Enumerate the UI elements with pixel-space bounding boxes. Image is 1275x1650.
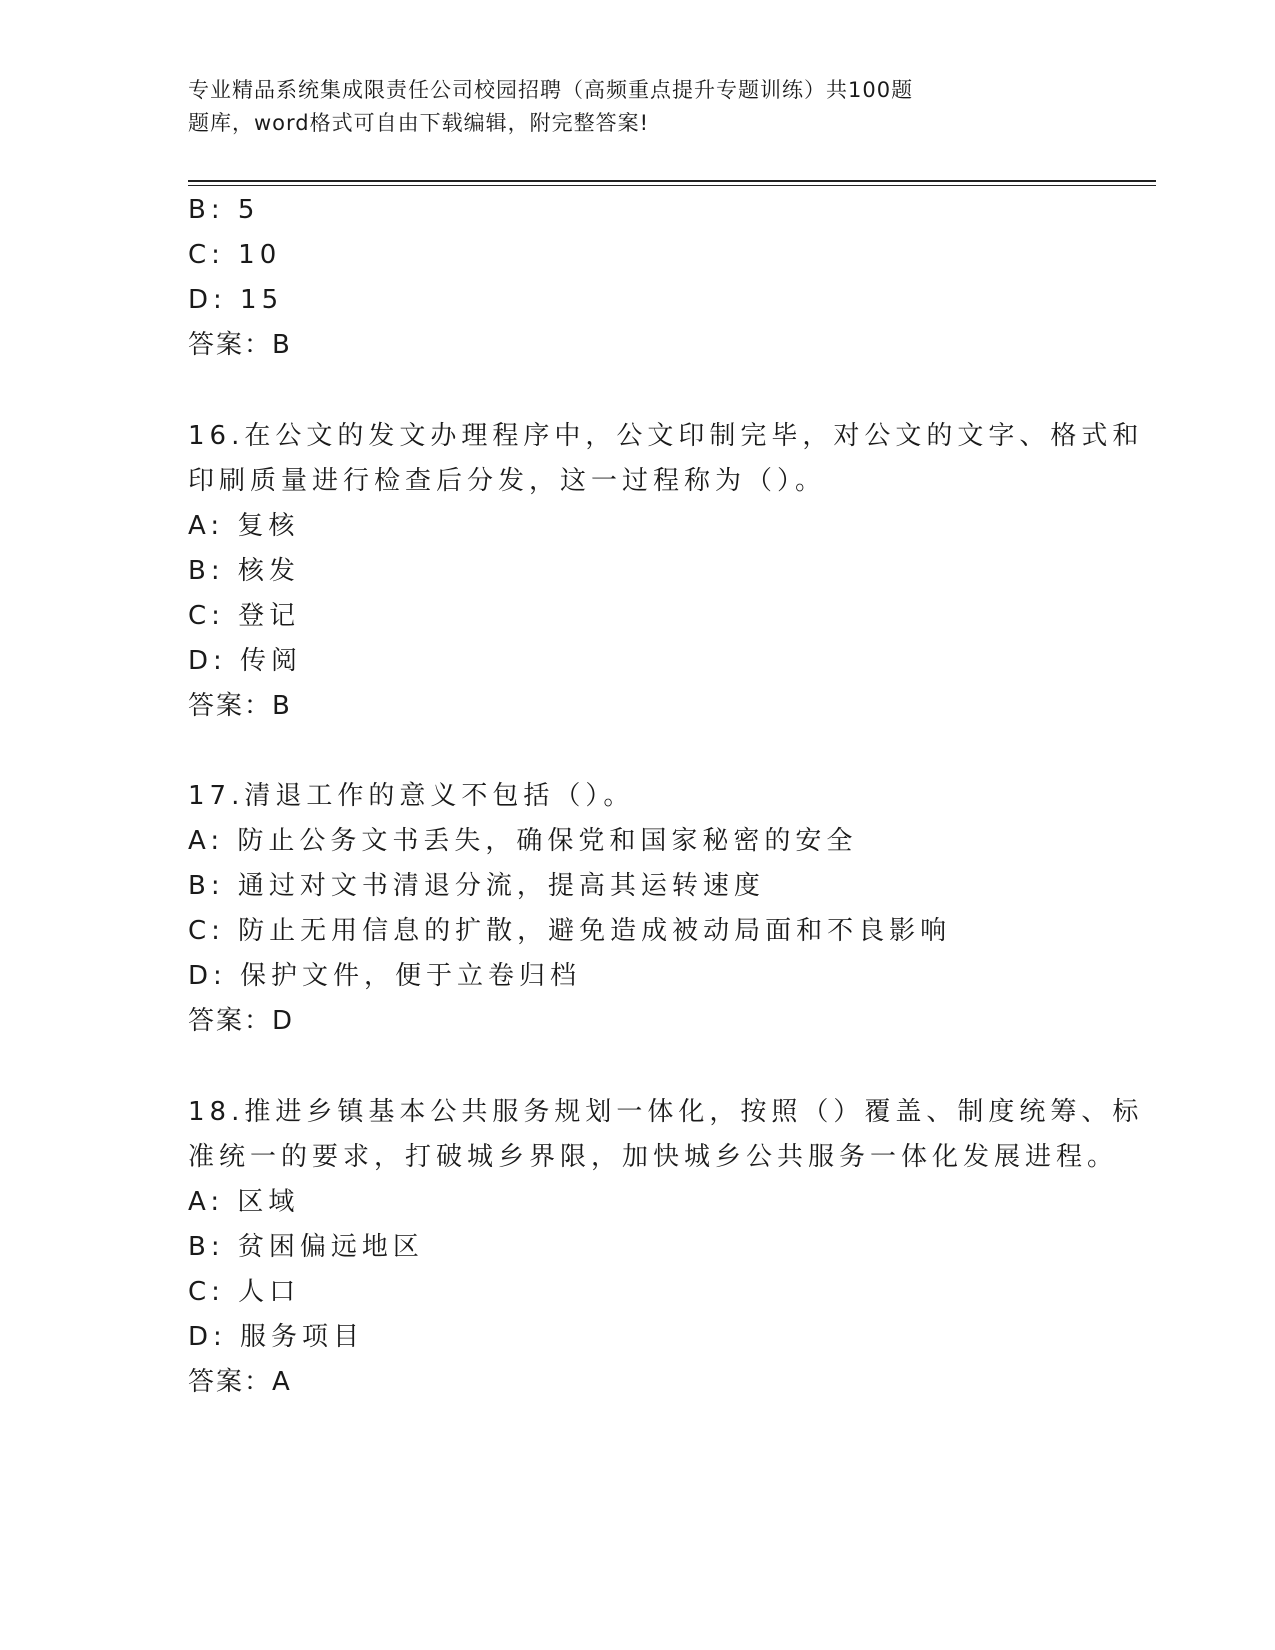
option-a: A: 防止公务文书丢失，确保党和国家秘密的安全 — [188, 826, 858, 856]
header-divider-thick — [188, 180, 1156, 182]
answer: 答案：A — [188, 1367, 292, 1397]
option-c: C: 防止无用信息的扩散，避免造成被动局面和不良影响 — [188, 916, 952, 946]
option-c: C: 人口 — [188, 1277, 301, 1307]
option-c: C: 登记 — [188, 601, 301, 631]
option-d: D: 保护文件，便于立卷归档 — [188, 961, 582, 991]
option-b: B: 贫困偏远地区 — [188, 1232, 424, 1262]
header-line-1: 专业精品系统集成限责任公司校园招聘（高频重点提升专题训练）共100题 — [188, 78, 914, 102]
option-d: D: 服务项目 — [188, 1322, 365, 1352]
option-d: D: 传阅 — [188, 646, 303, 676]
question-stem: 准统一的要求，打破城乡界限，加快城乡公共服务一体化发展进程。 — [188, 1142, 1119, 1172]
answer: 答案：D — [188, 1006, 295, 1036]
header-divider-thin — [188, 185, 1156, 186]
option-d: D: 15 — [188, 285, 284, 315]
header-line-2: 题库，word格式可自由下载编辑，附完整答案! — [188, 111, 650, 135]
option-c: C: 10 — [188, 240, 282, 270]
answer: 答案：B — [188, 691, 292, 721]
option-b: B: 通过对文书清退分流，提高其运转速度 — [188, 871, 765, 901]
answer: 答案：B — [188, 330, 292, 360]
document-header — [188, 74, 1008, 140]
question-stem: 16.在公文的发文办理程序中，公文印制完毕，对公文的文字、格式和 — [188, 421, 1144, 451]
question-stem: 18.推进乡镇基本公共服务规划一体化，按照（）覆盖、制度统筹、标 — [188, 1097, 1144, 1127]
option-a: A: 复核 — [188, 511, 300, 541]
option-b: B: 核发 — [188, 556, 300, 586]
option-b: B: 5 — [188, 195, 260, 225]
question-stem: 印刷质量进行检查后分发，这一过程称为（）。 — [188, 466, 827, 496]
question-stem: 17.清退工作的意义不包括（）。 — [188, 781, 635, 811]
option-a: A: 区域 — [188, 1187, 300, 1217]
